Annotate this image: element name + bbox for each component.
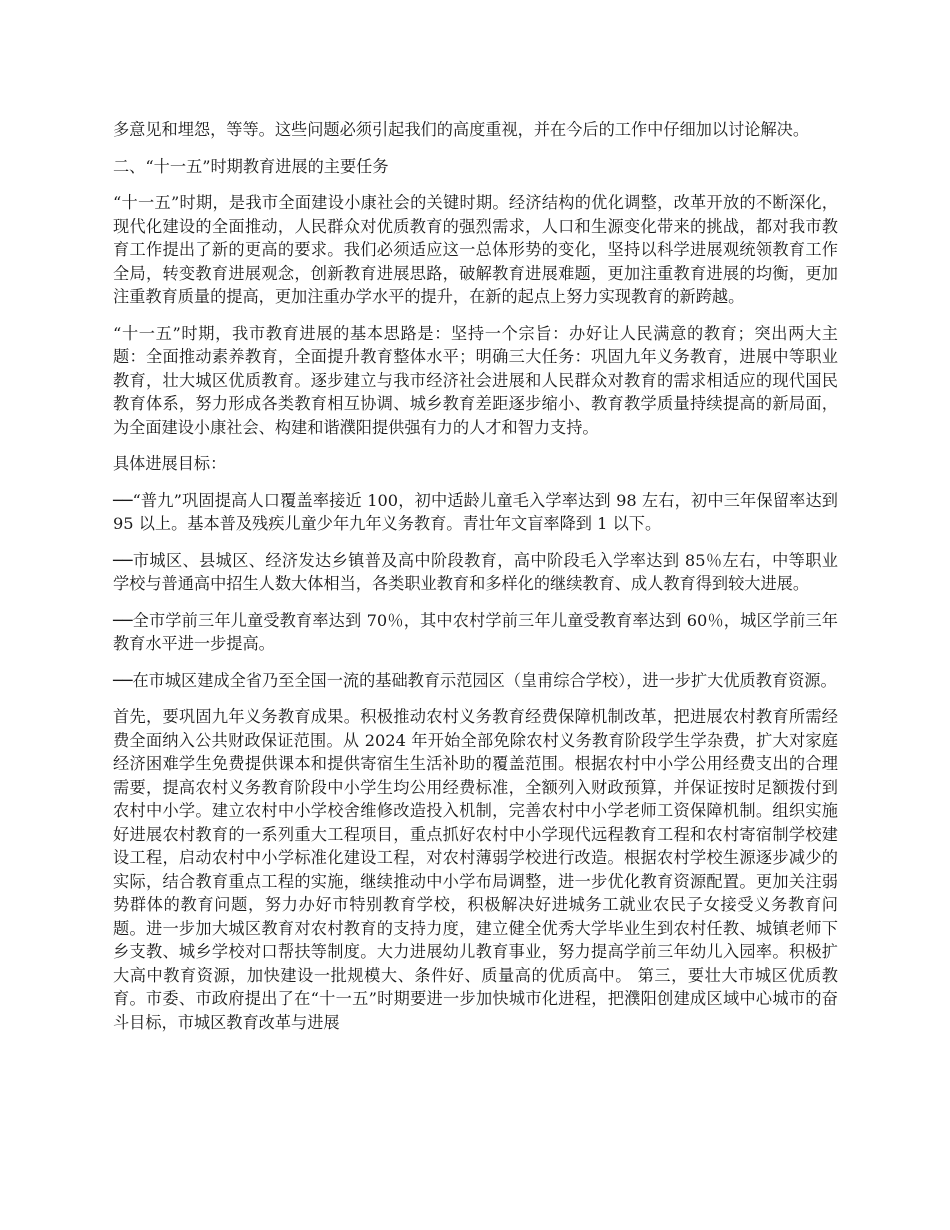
paragraph-goals-label: 具体进展目标： xyxy=(113,454,227,473)
paragraph-intro-continuation: 多意见和埋怨，等等。这些问题必须引起我们的高度重视，并在今后的工作中仔细加以讨论解决。 xyxy=(113,120,810,139)
goal-item-demo-zone: ──在市城区建成全省乃至全国一流的基础教育示范园区（皇甫综合学校），进一步扩大优质教育资源。 xyxy=(113,670,837,690)
document-page xyxy=(113,118,838,1047)
paragraph-period-overview: “十一五”时期，是我市全面建设小康社会的关键时期。经济结构的优化调整，改革开放的不断深化，现代化建设的全面推动，人民群众对优质教育的强烈需求，人口和生源变化带来的挑战，都对我市教育工作提出了新的更高的要求。我们必须适应这一总体形势的变化，坚持以科学进展观统领教育工作全局，转变教育进展观念，创新教育进展思路，破解教育进展难题，更加注重教育进展的均衡，更加注重教育质量的提高，更加注重办学水平的提升，在新的起点上努力实现教育的新跨越。 xyxy=(113,193,838,306)
goal-item-high-school: ──市城区、县城区、经济发达乡镇普及高中阶段教育，高中阶段毛入学率达到 85％左右，中等职业学校与普通高中招生人数大体相当，各类职业教育和多样化的继续教育、成人教育得到较大进展。 xyxy=(113,550,838,593)
goal-item-compulsory-education: ──“普九”巩固提高人口覆盖率接近 100，初中适龄儿童毛入学率达到 98 左右，初中三年保留率达到 95 以上。基本普及残疾儿童少年九年义务教育。青壮年文盲率降到 1 以下。 xyxy=(113,490,838,533)
section-heading: 二、“十一五”时期教育进展的主要任务 xyxy=(113,156,389,176)
paragraph-basic-approach: “十一五”时期，我市教育进展的基本思路是：坚持一个宗旨：办好让人民满意的教育；突出两大主题：全面推动素养教育，全面提升教育整体水平；明确三大任务：巩固九年义务教育，进展中等职业教育，壮大城区优质教育。逐步建立与我市经济社会进展和人民群众对教育的需求相适应的现代国民教育体系，努力形成各类教育相互协调、城乡教育差距逐步缩小、教育教学质量持续提高的新局面，为全面建设小康社会、构建和谐濮阳提供强有力的人才和智力支持。 xyxy=(113,323,838,437)
paragraph-first-measure: 首先，要巩固九年义务教育成果。积极推动农村义务教育经费保障机制改革，把进展农村教育所需经费全面纳入公共财政保证范围。从 2024 年开始全部免除农村义务教育阶段学生学杂费，扩大对家庭经济困难学生免费提供课本和提供寄宿生生活补助的覆盖范围。根据农村中小学公用经费支出的合理需要，提高农村义务教育阶段中小学生均公用经费标准，全额列入财政预算，并保证按时足额拨付到农村中小学。建立农村中小学校舍维修改造投入机制，完善农村中小学老师工资保障机制。组织实施好进展农村教育的一系列重大工程项目，重点抓好农村中小学现代远程教育工程和农村寄宿制学校建设工程，启动农村中小学标准化建设工程，对农村薄弱学校进行改造。根据农村学校生源逐步减少的实际，结合教育重点工程的实施，继续推动中小学布局调整，进一步优化教育资源配置。更加关注弱势群体的教育问题，努力办好市特别教育学校，积极解决好进城务工就业农民子女接受义务教育问题。进一步加大城区教育对农村教育的支持力度，建立健全优秀大学毕业生到农村任教、城镇老师下乡支教、城乡学校对口帮扶等制度。大力进展幼儿教育事业，努力提高学前三年幼儿入园率。积极扩大高中教育资源，加快建设一批规模大、条件好、质量高的优质高中。 第三，要壮大市城区优质教育。市委、市政府提出了在“十一五”时期要进一步加快城市化进程，把濮阳创建成区域中心城市的奋斗目标，市城区教育改革与进展 xyxy=(113,707,838,1032)
goal-item-preschool: ──全市学前三年儿童受教育率达到 70％，其中农村学前三年儿童受教育率达到 60％，城区学前三年教育水平进一步提高。 xyxy=(113,610,838,653)
